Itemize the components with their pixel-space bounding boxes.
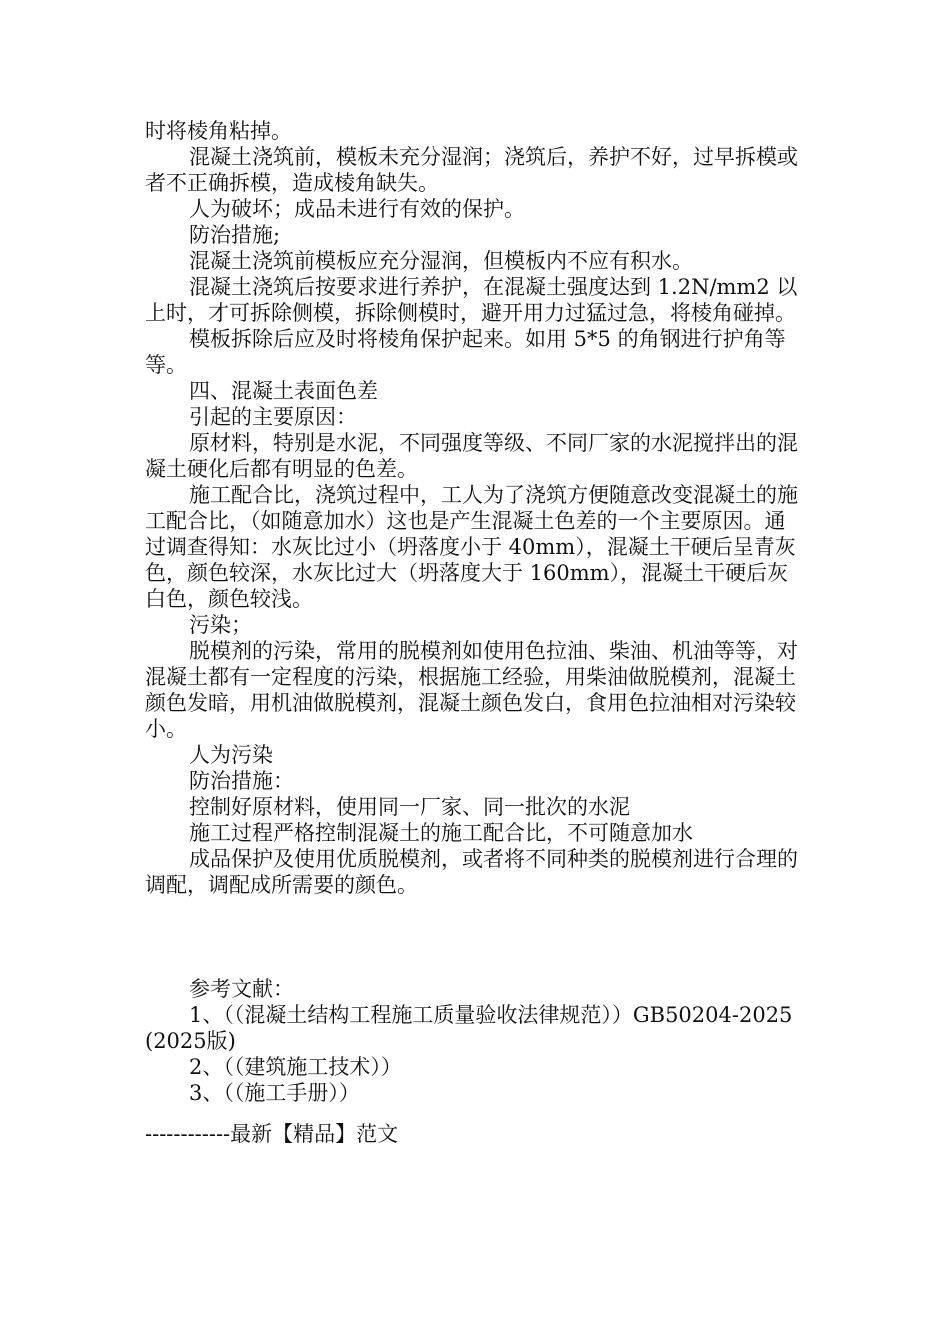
body-paragraph: 时将棱角粘掉。 bbox=[145, 119, 292, 143]
body-paragraph: 污染； bbox=[189, 613, 252, 637]
footer-tagline: ------------最新【精品】范文 bbox=[145, 1122, 399, 1146]
paragraph-list bbox=[145, 118, 805, 898]
body-paragraph: 成品保护及使用优质脱模剂，或者将不同种类的脱模剂进行合理的调配，调配成所需要的颜色。 bbox=[145, 847, 798, 897]
reference-item: 3、（（施工手册）） bbox=[189, 1081, 360, 1105]
body-paragraph: 施工过程严格控制混凝土的施工配合比，不可随意加水 bbox=[189, 821, 693, 845]
section-spacer bbox=[145, 898, 805, 976]
body-paragraph: 施工配合比，浇筑过程中，工人为了浇筑方便随意改变混凝土的施工配合比，（如随意加水）这也是产生混凝土色差的一个主要原因。通过调查得知：水灰比过小（坍落度小于 40mm），混凝土干硬后呈青灰色，颜色较深，水灰比过大（坍落度大于 160mm），混凝土干硬后灰白色，颜色较浅。 bbox=[145, 483, 798, 611]
document-body bbox=[145, 118, 805, 1106]
references-list bbox=[145, 1002, 805, 1106]
body-paragraph: 人为破坏；成品未进行有效的保护。 bbox=[189, 197, 525, 221]
body-paragraph: 混凝土浇筑后按要求进行养护，在混凝土强度达到 1.2N/mm2 以上时，才可拆除侧模，拆除侧模时，避开用力过猛过急，将棱角碰掉。 bbox=[145, 275, 798, 325]
body-paragraph: 引起的主要原因： bbox=[189, 405, 357, 429]
references-heading: 参考文献： bbox=[189, 977, 294, 1001]
body-paragraph: 四、混凝土表面色差 bbox=[189, 379, 378, 403]
body-paragraph: 原材料，特别是水泥，不同强度等级、不同厂家的水泥搅拌出的混凝土硬化后都有明显的色差。 bbox=[145, 431, 798, 481]
reference-item: 1、（（混凝土结构工程施工质量验收法律规范））GB50204-2025(2025版) bbox=[145, 1003, 793, 1053]
body-paragraph: 防治措施： bbox=[189, 769, 294, 793]
body-paragraph: 控制好原材料，使用同一厂家、同一批次的水泥 bbox=[189, 795, 630, 819]
body-paragraph: 人为污染 bbox=[189, 743, 273, 767]
body-paragraph: 混凝土浇筑前模板应充分湿润，但模板内不应有积水。 bbox=[189, 249, 693, 273]
body-paragraph: 混凝土浇筑前，模板未充分湿润；浇筑后，养护不好，过早拆模或者不正确拆模，造成棱角缺失。 bbox=[145, 145, 798, 195]
body-paragraph: 脱模剂的污染，常用的脱模剂如使用色拉油、柴油、机油等等，对混凝土都有一定程度的污染，根据施工经验，用柴油做脱模剂，混凝土颜色发暗，用机油做脱模剂，混凝土颜色发白，食用色拉油相对污染较小。 bbox=[145, 639, 798, 741]
reference-item: 2、（（建筑施工技术）） bbox=[189, 1055, 402, 1079]
body-paragraph: 模板拆除后应及时将棱角保护起来。如用 5*5 的角钢进行护角等等。 bbox=[145, 327, 786, 377]
body-paragraph: 防治措施; bbox=[189, 223, 281, 247]
